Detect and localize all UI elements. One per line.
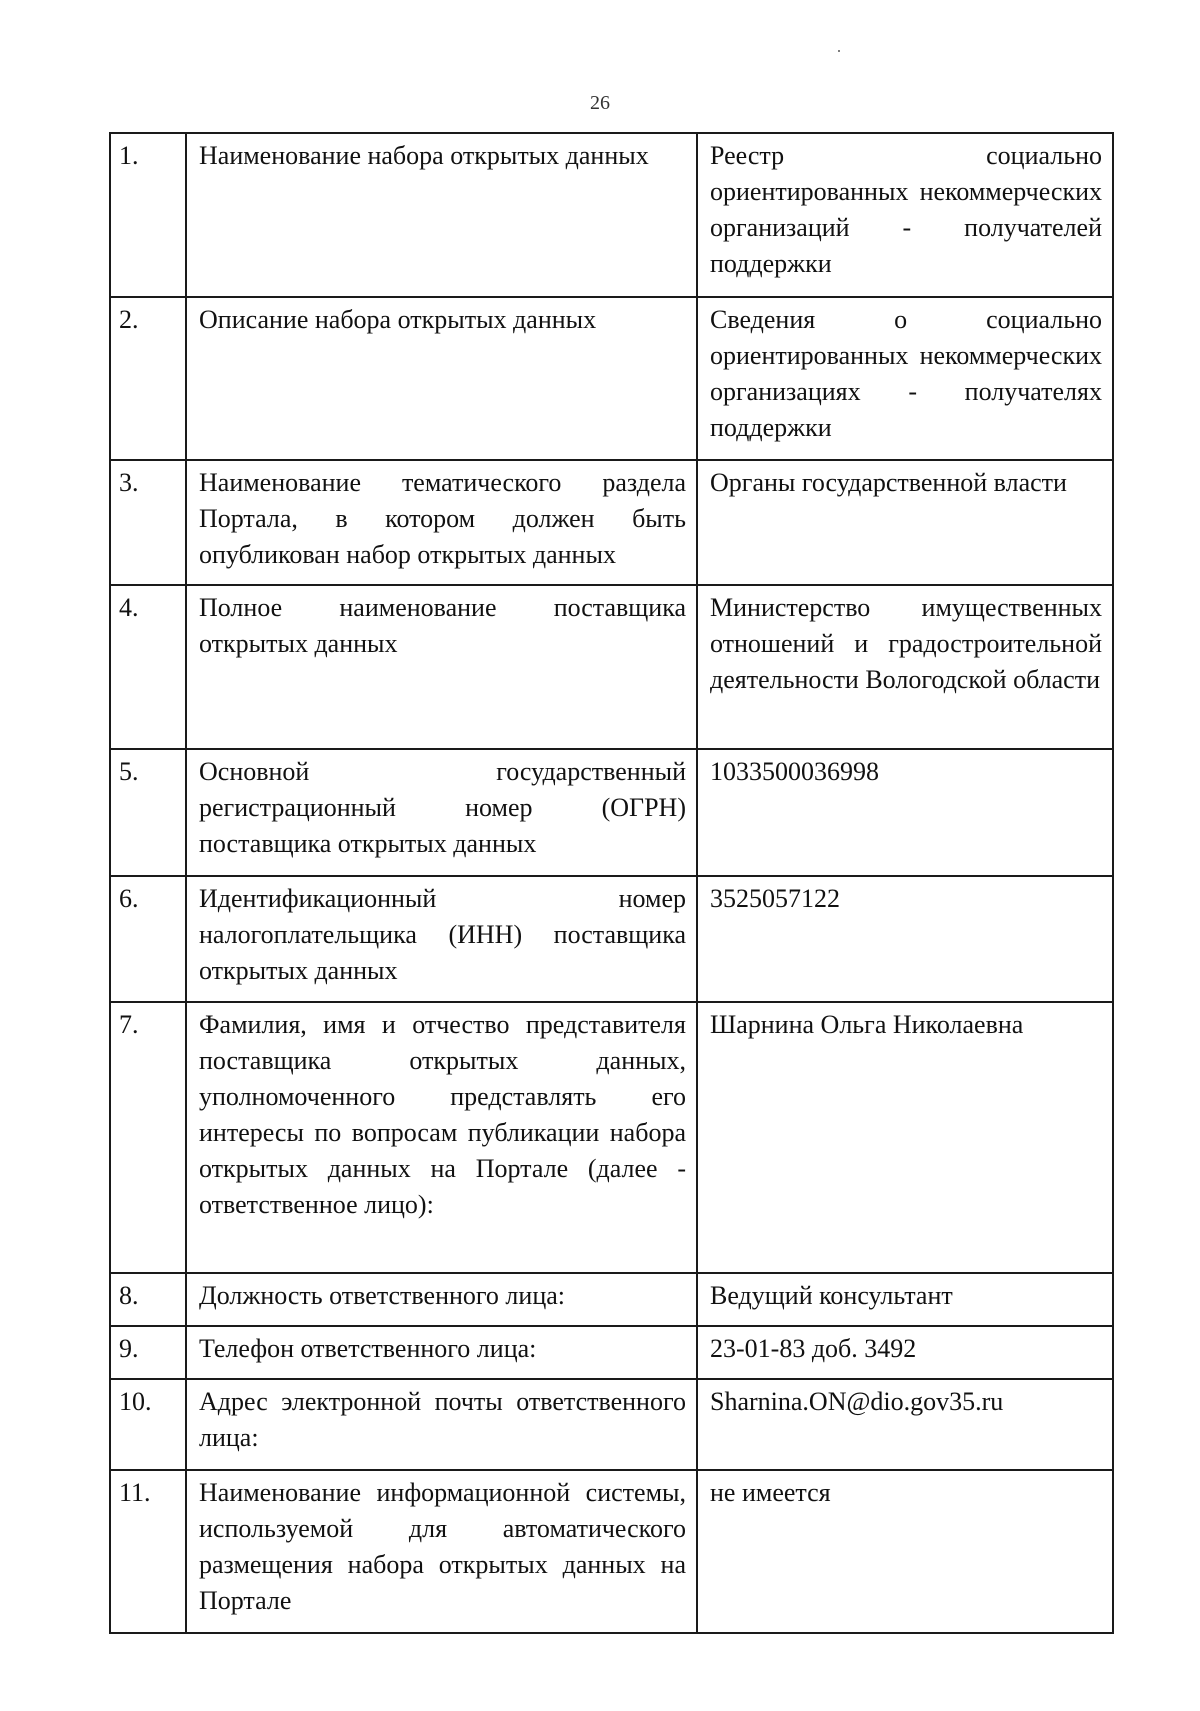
field-name: Адрес электронной почты ответственного лица: (186, 1379, 697, 1470)
field-value: 1033500036998 (697, 749, 1113, 876)
field-name: Наименование информационной системы, используемой для автоматического размещения набора открытых данных на Портале (186, 1470, 697, 1633)
table-row (110, 585, 1113, 749)
table-row (110, 876, 1113, 1002)
field-value: Реестр социально ориентированных некоммерческих организаций - получателей поддержки (697, 133, 1113, 297)
field-name: Идентификационный номер налогоплательщика (ИНН) поставщика открытых данных (186, 876, 697, 1002)
field-name: Фамилия, имя и отчество представителя поставщика открытых данных, уполномоченного представлять его интересы по вопросам публикации набора открытых данных на Портале (далее - ответственное лицо): (186, 1002, 697, 1273)
field-value: Сведения о социально ориентированных некоммерческих организациях - получателях поддержки (697, 297, 1113, 460)
field-value: Органы государственной власти (697, 460, 1113, 585)
row-number: 7. (110, 1002, 186, 1273)
field-name: Должность ответственного лица: (186, 1273, 697, 1326)
table-row (110, 1379, 1113, 1470)
field-name: Наименование набора открытых данных (186, 133, 697, 297)
field-name: Телефон ответственного лица: (186, 1326, 697, 1379)
row-number: 3. (110, 460, 186, 585)
field-value: Шарнина Ольга Николаевна (697, 1002, 1113, 1273)
page-number: 26 (590, 92, 610, 114)
row-number: 9. (110, 1326, 186, 1379)
email-value: Sharnina.ON@dio.gov35.ru (697, 1379, 1113, 1470)
row-number: 11. (110, 1470, 186, 1633)
table-row (110, 749, 1113, 876)
table-row (110, 1273, 1113, 1326)
row-number: 6. (110, 876, 186, 1002)
open-data-passport-table (109, 132, 1114, 1634)
table-row (110, 1470, 1113, 1633)
scan-speck (838, 50, 840, 52)
row-number: 4. (110, 585, 186, 749)
table-row (110, 1326, 1113, 1379)
field-value: Ведущий консультант (697, 1273, 1113, 1326)
table-row (110, 297, 1113, 460)
field-value: 23-01-83 доб. 3492 (697, 1326, 1113, 1379)
row-number: 1. (110, 133, 186, 297)
field-value: Министерство имущественных отношений и градостроительной деятельности Вологодской области (697, 585, 1113, 749)
field-name: Полное наименование поставщика открытых данных (186, 585, 697, 749)
field-value: не имеется (697, 1470, 1113, 1633)
row-number: 8. (110, 1273, 186, 1326)
row-number: 2. (110, 297, 186, 460)
table-row (110, 460, 1113, 585)
table-row (110, 1002, 1113, 1273)
field-name: Описание набора открытых данных (186, 297, 697, 460)
row-number: 10. (110, 1379, 186, 1470)
field-name: Наименование тематического раздела Портала, в котором должен быть опубликован набор открытых данных (186, 460, 697, 585)
row-number: 5. (110, 749, 186, 876)
field-value: 3525057122 (697, 876, 1113, 1002)
field-name: Основной государственный регистрационный номер (ОГРН) поставщика открытых данных (186, 749, 697, 876)
table-row (110, 133, 1113, 297)
